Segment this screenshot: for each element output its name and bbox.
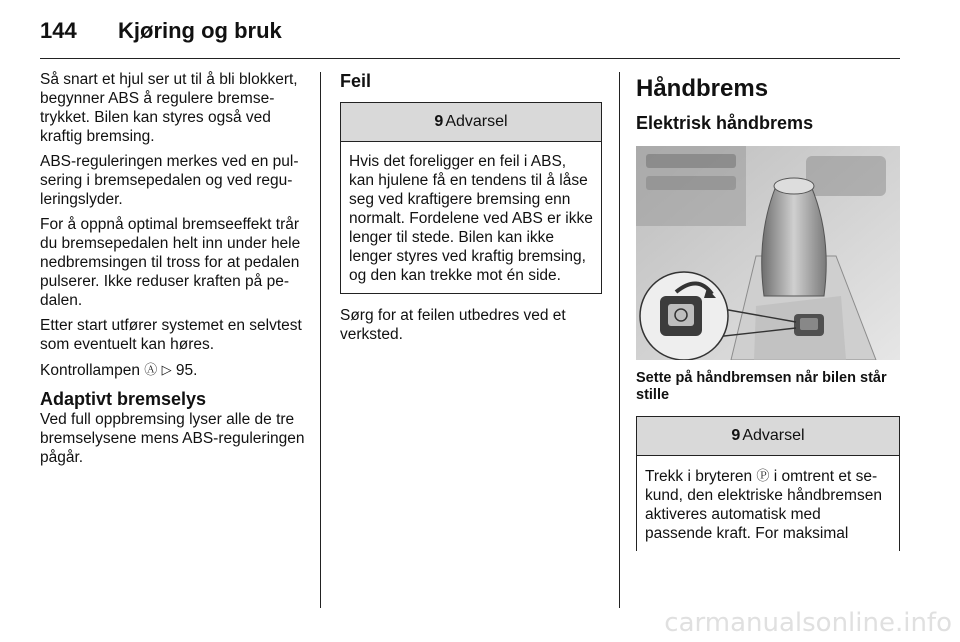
column-1 <box>40 70 306 473</box>
section-subheading: Elektrisk håndbrems <box>636 113 814 133</box>
page-reference-arrow-icon: ▷ <box>161 362 172 377</box>
parking-brake-illustration <box>636 146 900 360</box>
paragraph <box>40 360 306 380</box>
warning-title: Advarsel <box>742 427 805 444</box>
warning-header <box>637 417 899 456</box>
paragraph: Så snart et hjul ser ut til å bli blokkert, begynner ABS å regulere bremsetrykket. Bilen kan styres også ved kraftig bremsing. <box>40 71 298 145</box>
column-divider <box>320 72 321 608</box>
page-header <box>40 14 900 48</box>
column-divider <box>619 72 620 608</box>
chapter-title: Kjøring og bruk <box>118 18 282 43</box>
section-subheading: Adaptivt bremselys <box>40 389 207 409</box>
page-reference: 95. <box>175 362 198 379</box>
warning-box <box>340 102 602 294</box>
paragraph: For å oppnå optimal bremseeffekt trår du bremsepedalen helt inn under hele nedbremsingen til tross for at pedalen pulserer. Ikke reduser kraften på pedalen. <box>40 216 301 309</box>
paragraph: Sørg for at feilen utbedres ved et verksted. <box>340 307 566 343</box>
warning-text-part: Trekk i bryteren <box>645 468 753 485</box>
warning-text: Hvis det foreligger en feil i ABS, kan hjulene få en tendens til å låse seg ved kraftigere bremsing enn normalt. Fordelene ved ABS er ikke lenger til stede. Bilen kan ikke lenger styres ved kraftig bremsing, og den kan trekke mot én side. <box>349 153 593 284</box>
warning-text <box>637 456 899 551</box>
paragraph: Ved full oppbremsing lyser alle de tre bremselysene mens ABS-reguleringen pågår. <box>40 411 305 466</box>
warning-triangle-icon: 9 <box>731 427 741 444</box>
parking-brake-switch-icon: Ⓟ <box>756 468 770 483</box>
paragraph: Etter start utfører systemet en selvtest som eventuelt kan høres. <box>40 317 302 353</box>
paragraph: ABS-reguleringen merkes ved en pulsering i bremsepedalen og ved reguleringslyder. <box>40 153 299 208</box>
warning-title: Advarsel <box>445 113 508 130</box>
warning-text-part: i omtrent et sekund, den elektriske håndbremsen aktiveres automatisk med passende kraft. For maksimal <box>645 468 882 542</box>
page-number: 144 <box>40 18 77 43</box>
abs-warning-lamp-icon: Ⓐ <box>144 362 158 377</box>
figure-caption: Sette på håndbremsen når bilen står stille <box>636 370 887 403</box>
warning-header <box>341 103 601 142</box>
header-rule <box>40 58 900 59</box>
watermark: carmanualsonline.info <box>664 608 952 638</box>
column-3 <box>636 70 900 551</box>
warning-triangle-icon: 9 <box>434 113 444 130</box>
column-2 <box>340 70 602 350</box>
warning-box <box>636 416 900 551</box>
console-illustration-svg <box>636 146 900 360</box>
section-heading: Feil <box>340 71 372 91</box>
section-heading: Håndbrems <box>636 75 769 102</box>
paragraph-text: Kontrollampen <box>40 362 140 379</box>
